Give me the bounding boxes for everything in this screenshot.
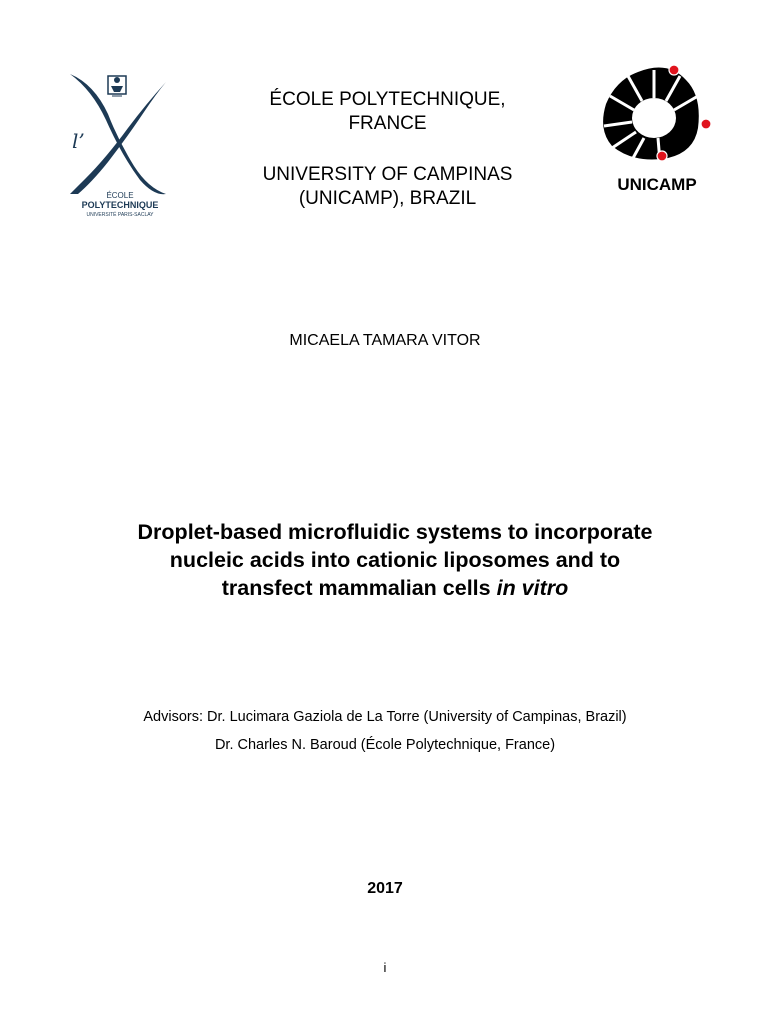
institution-1-line-2: FRANCE: [348, 113, 427, 134]
title-line-1: Droplet-based microfluidic systems to incorporate: [137, 520, 653, 544]
crest-icon: [108, 76, 126, 96]
institution-2-line-2: (UNICAMP), BRAZIL: [298, 188, 477, 209]
unicamp-wordmark: UNICAMP: [617, 175, 697, 194]
institution-1-line-1: ÉCOLE POLYTECHNIQUE,: [269, 89, 506, 110]
year: 2017: [367, 880, 403, 897]
advisor-line-2: Dr. Charles N. Baroud (École Polytechnique, France): [214, 737, 556, 753]
title-line-3-text: transfect mammalian cells: [221, 576, 497, 600]
advisors-block: [0, 703, 770, 759]
logo-paris-saclay: UNIVERSITÉ PARIS-SACLAY: [86, 212, 154, 218]
title-in-vitro: in vitro: [496, 576, 569, 600]
logo-script-l: l’: [72, 129, 85, 153]
title-line-2: nucleic acids into cationic liposomes and to: [169, 548, 621, 572]
logo-polytechnique: POLYTECHNIQUE: [81, 200, 159, 210]
advisor-line-1: Advisors: Dr. Lucimara Gaziola de La Torre (University of Campinas, Brazil): [143, 709, 627, 725]
title-line-3: [95, 574, 695, 602]
unicamp-logo: [598, 62, 716, 194]
thesis-title: [95, 518, 695, 602]
ecole-polytechnique-logo: [62, 70, 174, 220]
author-name: MICAELA TAMARA VITOR: [289, 332, 481, 349]
unicamp-emblem-icon: [603, 65, 711, 162]
institution-names: [200, 88, 575, 211]
logo-ecole: ÉCOLE: [106, 191, 134, 200]
page-number: i: [383, 960, 387, 975]
institution-2-line-1: UNIVERSITY OF CAMPINAS: [262, 164, 513, 185]
